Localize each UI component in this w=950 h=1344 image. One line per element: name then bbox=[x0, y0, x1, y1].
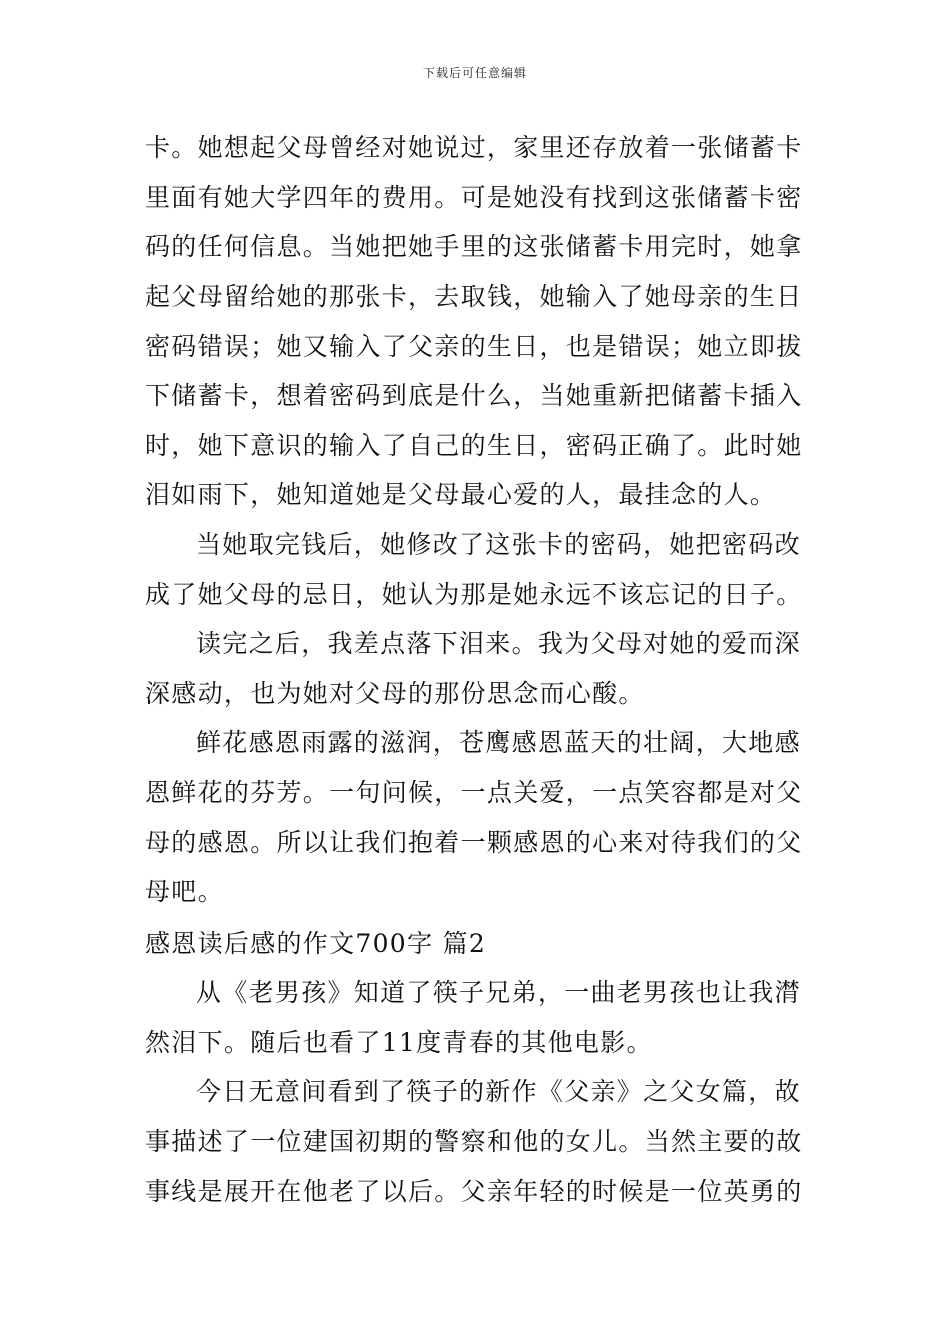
text-line: 码的任何信息。当她把她手里的这张储蓄卡用完时，她拿 bbox=[145, 232, 803, 261]
text-line: 母吧。 bbox=[145, 877, 224, 906]
text-line: 成了她父母的忌日，她认为那是她永远不该忘记的日子。 bbox=[145, 580, 803, 609]
text-line: 密码错误；她又输入了父亲的生日，也是错误；她立即拔 bbox=[145, 332, 803, 361]
text-line: 深感动，也为她对父母的那份思念而心酸。 bbox=[145, 679, 645, 708]
text-line: 里面有她大学四年的费用。可是她没有找到这张储蓄卡密 bbox=[145, 183, 803, 212]
section-heading: 感恩读后感的作文700字 篇2 bbox=[145, 929, 487, 958]
text-line: 当她取完钱后，她修改了这张卡的密码，她把密码改 bbox=[196, 530, 801, 559]
text-line: 从《老男孩》知道了筷子兄弟，一曲老男孩也让我潸 bbox=[196, 978, 801, 1007]
text-line: 母的感恩。所以让我们抱着一颗感恩的心来对待我们的父 bbox=[145, 828, 803, 857]
text-line: 恩鲜花的芬芳。一句问候，一点关爱，一点笑容都是对父 bbox=[145, 778, 803, 807]
text-line: 鲜花感恩雨露的滋润，苍鹰感恩蓝天的壮阔，大地感 bbox=[196, 728, 801, 757]
text-line: 泪如雨下，她知道她是父母最心爱的人，最挂念的人。 bbox=[145, 480, 777, 509]
text-line: 然泪下。随后也看了11度青春的其他电影。 bbox=[145, 1028, 653, 1057]
text-line: 事描述了一位建国初期的警察和他的女儿。当然主要的故 bbox=[145, 1127, 803, 1156]
text-line: 起父母留给她的那张卡，去取钱，她输入了她母亲的生日 bbox=[145, 282, 803, 311]
text-line: 读完之后，我差点落下泪来。我为父母对她的爱而深 bbox=[196, 629, 801, 658]
text-line: 事线是展开在他老了以后。父亲年轻的时候是一位英勇的 bbox=[145, 1177, 803, 1206]
page-header: 下载后可任意编辑 bbox=[422, 66, 527, 80]
text-line: 下储蓄卡，想着密码到底是什么，当她重新把储蓄卡插入 bbox=[145, 381, 803, 410]
text-line: 时，她下意识的输入了自己的生日，密码正确了。此时她 bbox=[145, 431, 803, 460]
text-line: 今日无意间看到了筷子的新作《父亲》之父女篇，故 bbox=[196, 1077, 801, 1106]
text-line: 卡。她想起父母曾经对她说过，家里还存放着一张储蓄卡 bbox=[145, 133, 803, 162]
